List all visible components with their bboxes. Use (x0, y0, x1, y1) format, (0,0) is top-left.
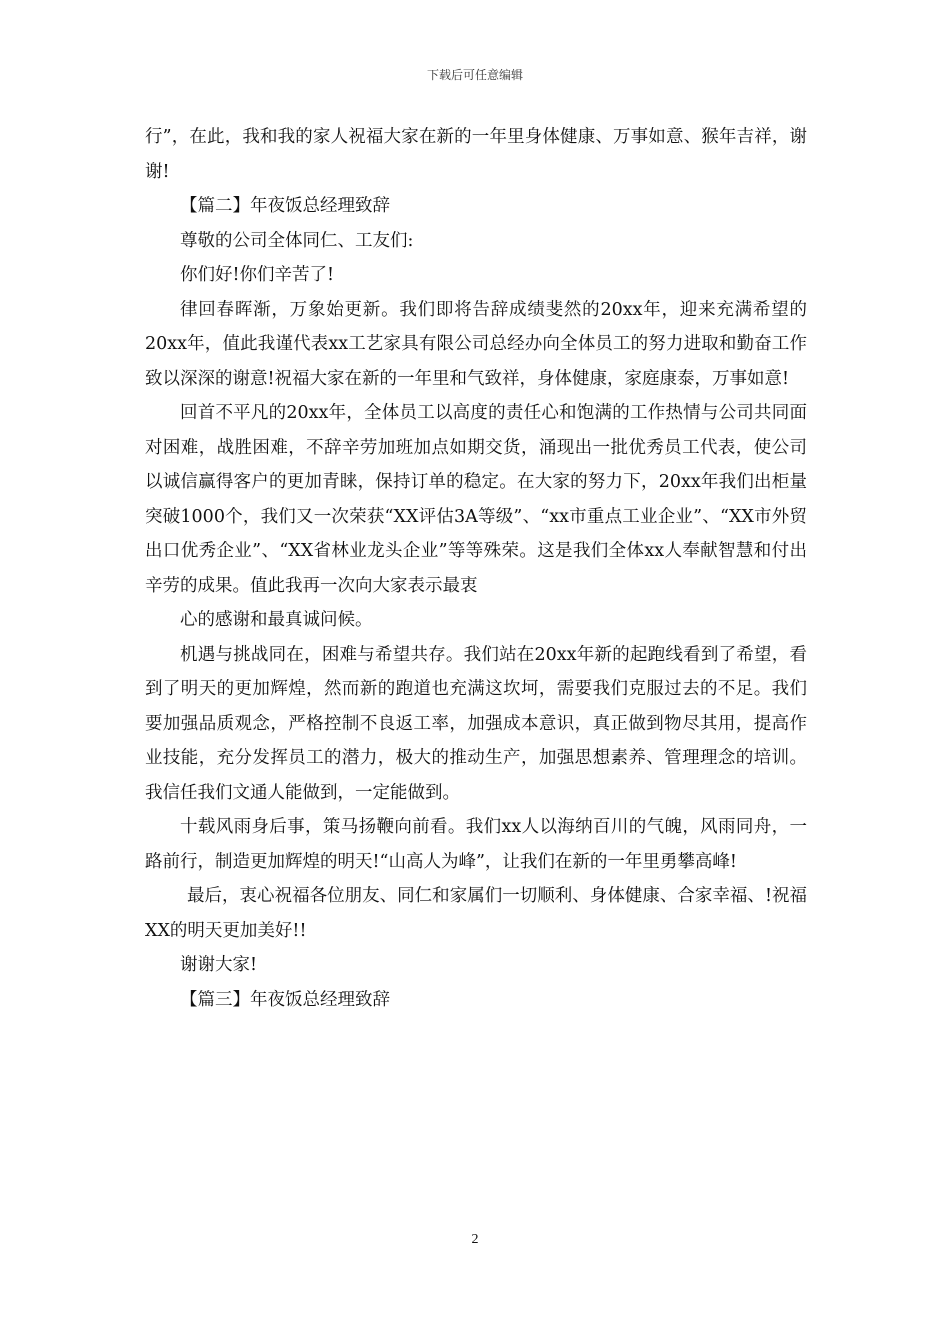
section-heading-two: 【篇二】年夜饭总经理致辞 (180, 196, 390, 216)
document-body (145, 120, 807, 1017)
paragraph-thank-you: 谢谢大家! (180, 955, 258, 975)
page-number: 2 (471, 1232, 479, 1247)
paragraph-thanks: 心的感谢和最真诚问候。 (180, 610, 373, 630)
page-header: 下载后可任意编辑 (426, 68, 523, 82)
paragraph-closing-previous: 行”，在此，我和我的家人祝福大家在新的一年里身体健康、万事如意、猴年吉祥，谢谢! (145, 127, 807, 182)
greeting: 你们好!你们辛苦了! (180, 265, 335, 285)
paragraph-new-year: 律回春晖渐，万象始更新。我们即将告辞成绩斐然的20xx年，迎来充满希望的20xx年，值此我谨代表xx工艺家具有限公司总经办向全体员工的努力进取和勤奋工作致以深深的谢意!祝福大家在新的一年里和气致祥，身体健康，家庭康泰，万事如意! (145, 299, 807, 389)
paragraph-final-wishes: 最后，衷心祝福各位朋友、同仁和家属们一切顺利、身体健康、合家幸福、!祝福XX的明天更加美好!! (145, 886, 807, 941)
paragraph-review: 回首不平凡的20xx年，全体员工以高度的责任心和饱满的工作热情与公司共同面对困难，战胜困难，不辞辛劳加班加点如期交货，涌现出一批优秀员工代表，使公司以诚信赢得客户的更加青睐，保持订单的稳定。在大家的努力下，20xx年我们出柜量突破1000个，我们又一次荣获“XX评估3A等级”、“xx市重点工业企业”、“XX市外贸出口优秀企业”、“XX省林业龙头企业”等等殊荣。这是我们全体xx人奉献智慧和付出辛劳的成果。值此我再一次向大家表示最衷 (145, 403, 807, 596)
salutation: 尊敬的公司全体同仁、工友们: (180, 230, 414, 251)
paragraph-outlook: 十载风雨身后事，策马扬鞭向前看。我们xx人以海纳百川的气魄，风雨同舟，一路前行，制造更加辉煌的明天!“山高人为峰”，让我们在新的一年里勇攀高峰! (145, 817, 807, 872)
section-heading-three: 【篇三】年夜饭总经理致辞 (180, 989, 390, 1010)
paragraph-challenges: 机遇与挑战同在，困难与希望共存。我们站在20xx年新的起跑线看到了希望，看到了明天的更加辉煌，然而新的跑道也充满这坎坷，需要我们克服过去的不足。我们要加强品质观念，严格控制不良返工率，加强成本意识，真正做到物尽其用，提高作业技能，充分发挥员工的潜力，极大的推动生产，加强思想素养、管理理念的培训。我信任我们文通人能做到，一定能做到。 (145, 644, 807, 803)
